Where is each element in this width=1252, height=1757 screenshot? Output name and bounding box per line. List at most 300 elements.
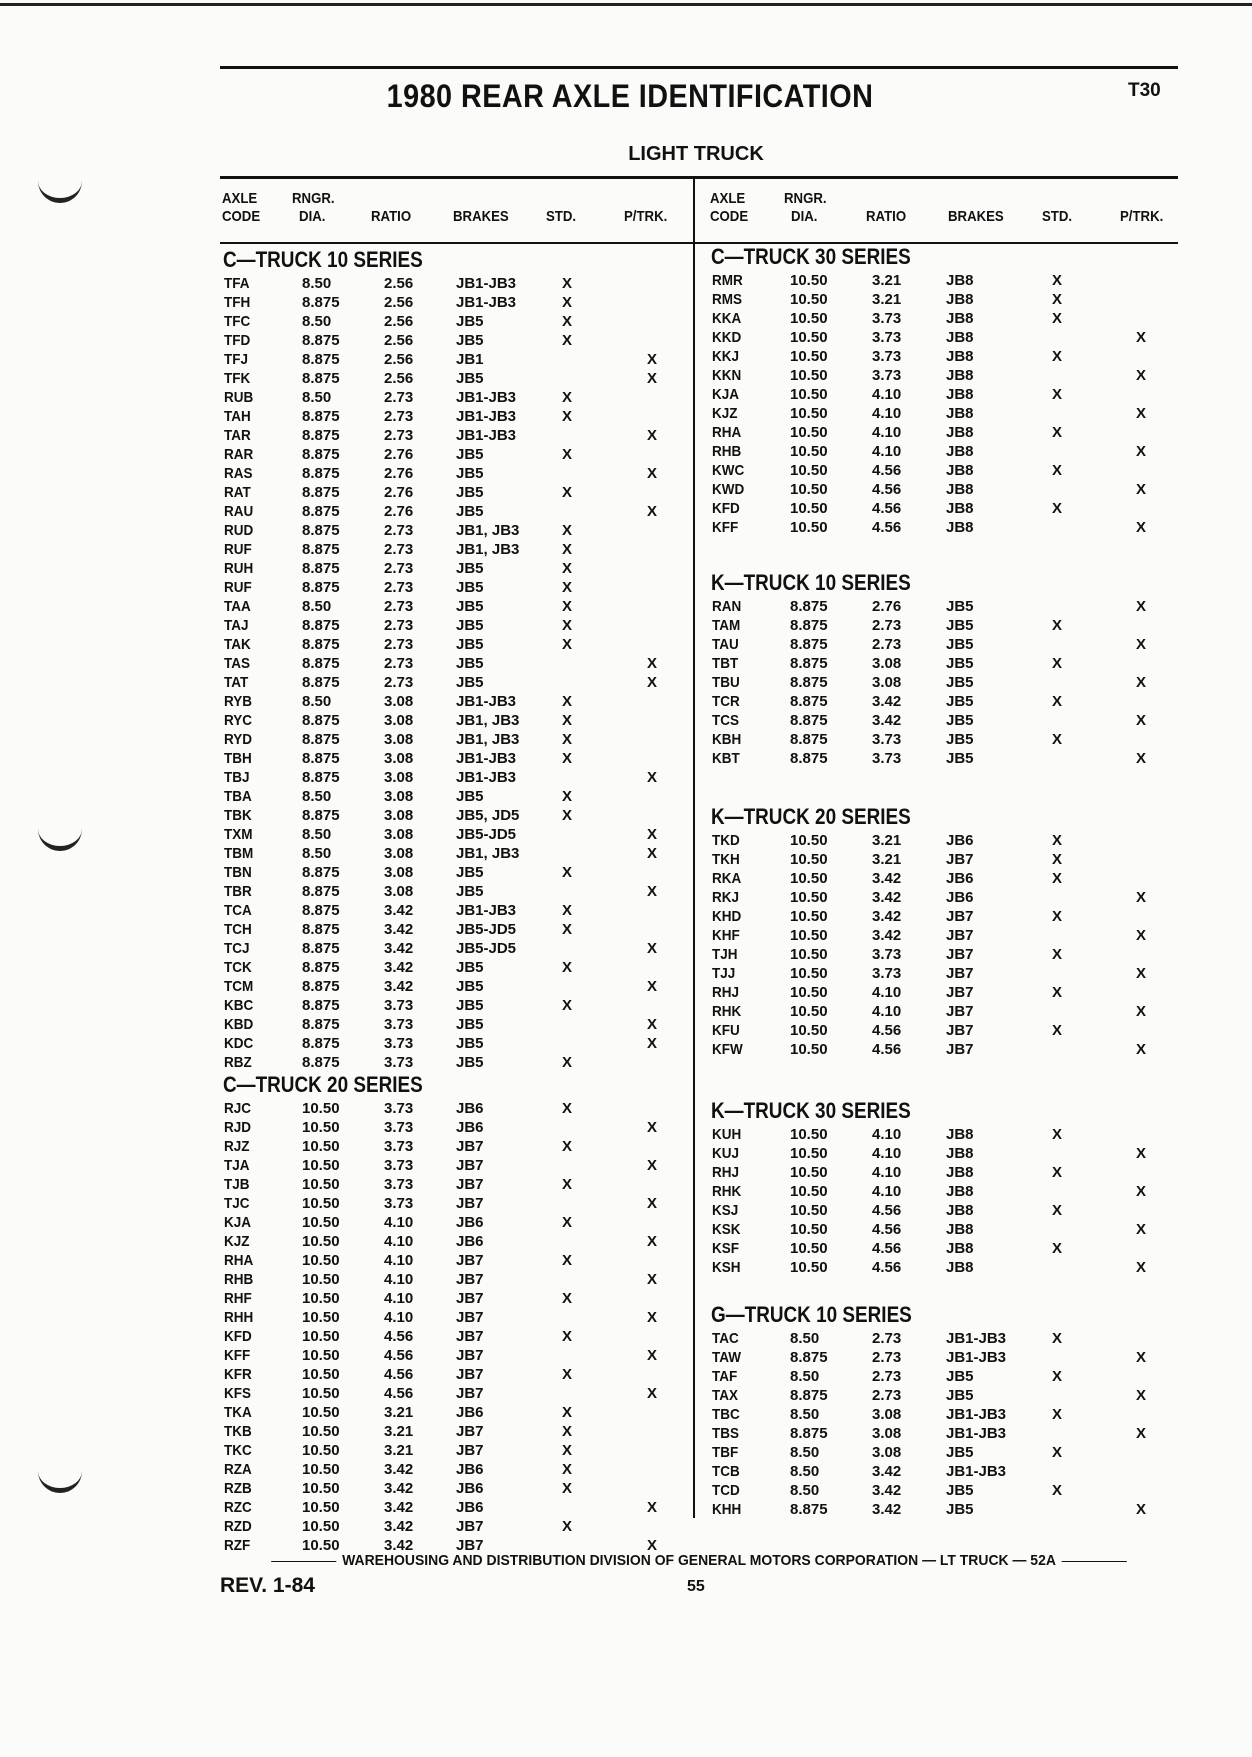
cell-ptrk: X [647,826,658,843]
cell-code: KUJ [712,1145,740,1162]
cell-ratio: 3.73 [384,1016,414,1033]
cell-brakes: JB5 [946,1368,974,1385]
cell-ratio: 3.73 [384,1157,414,1174]
cell-dia: 10.50 [790,984,828,1001]
cell-brakes: JB8 [946,443,974,460]
cell-dia: 10.50 [790,946,828,963]
cell-brakes: JB5 [946,636,974,653]
section-title: C—TRUCK 10 SERIES [223,247,423,272]
cell-dia: 8.875 [302,959,340,976]
cell-std: X [562,294,573,311]
cell-brakes: JB5-JD5 [456,826,517,843]
cell-code: RHA [712,424,742,441]
cell-brakes: JB1-JB3 [456,750,517,767]
cell-code: RUH [224,560,254,577]
cell-ratio: 4.56 [384,1347,414,1364]
cell-ratio: 4.56 [872,1259,902,1276]
cell-ptrk: X [647,351,658,368]
cell-std: X [562,731,573,748]
cell-brakes: JB5 [456,997,484,1014]
cell-dia: 8.50 [302,389,332,406]
cell-ratio: 2.73 [384,560,414,577]
cell-brakes: JB7 [456,1138,484,1155]
cell-code: RZF [224,1537,251,1554]
cell-code: KKN [712,367,742,384]
cell-dia: 10.50 [790,1183,828,1200]
cell-code: KFD [224,1328,252,1345]
cell-brakes: JB7 [456,1366,484,1383]
cell-ptrk: X [647,883,658,900]
cell-code: RAU [224,503,254,520]
cell-code: TCH [224,921,252,938]
cell-dia: 8.875 [790,617,828,634]
cell-ratio: 2.56 [384,351,414,368]
cell-ptrk: X [647,674,658,691]
cell-code: KFF [224,1347,251,1364]
header-std: STD. [546,208,577,225]
cell-ptrk: X [1136,636,1147,653]
cell-std: X [1052,1022,1063,1039]
cell-brakes: JB7 [456,1518,484,1535]
cell-dia: 8.875 [790,674,828,691]
cell-code: KJZ [712,405,738,422]
cell-ptrk: X [1136,329,1147,346]
cell-dia: 8.875 [302,1035,340,1052]
cell-code: TAM [712,617,741,634]
cell-ratio: 3.73 [872,367,902,384]
cell-ratio: 3.42 [384,1537,414,1554]
cell-dia: 10.50 [302,1233,340,1250]
cell-ptrk: X [647,1195,658,1212]
cell-dia: 8.875 [790,636,828,653]
cell-code: RYB [224,693,253,710]
cell-std: X [1052,1444,1063,1461]
cell-dia: 10.50 [790,832,828,849]
cell-code: KKA [712,310,742,327]
cell-brakes: JB5 [456,655,484,672]
cell-brakes: JB5 [456,959,484,976]
cell-dia: 8.875 [302,351,340,368]
cell-ptrk: X [1136,1003,1147,1020]
cell-ratio: 3.42 [384,978,414,995]
cell-dia: 8.875 [302,750,340,767]
cell-code: TBJ [224,769,250,786]
cell-std: X [1052,1368,1063,1385]
cell-ratio: 3.42 [384,1461,414,1478]
cell-ptrk: X [647,1157,658,1174]
cell-code: TCS [712,712,739,729]
cell-dia: 10.50 [302,1119,340,1136]
cell-ratio: 3.08 [872,1406,902,1423]
cell-ptrk: X [647,503,658,520]
cell-std: X [562,389,573,406]
cell-ratio: 4.56 [384,1366,414,1383]
cell-brakes: JB5, JD5 [456,807,520,824]
cell-dia: 8.875 [790,655,828,672]
cell-ptrk: X [1136,1425,1147,1442]
cell-dia: 8.875 [302,560,340,577]
cell-code: RUF [224,541,252,558]
cell-brakes: JB7 [946,1041,974,1058]
cell-code: RJD [224,1119,252,1136]
cell-brakes: JB6 [456,1119,484,1136]
cell-code: KSH [712,1259,741,1276]
cell-code: KBD [224,1016,254,1033]
cell-code: KFW [712,1041,743,1058]
revision-label: REV. 1-84 [220,1574,315,1597]
cell-ratio: 4.10 [872,386,902,403]
cell-brakes: JB5 [946,655,974,672]
cell-std: X [562,1404,573,1421]
cell-std: X [562,1100,573,1117]
cell-ratio: 3.73 [872,731,902,748]
cell-ratio: 2.73 [384,408,414,425]
cell-dia: 8.875 [302,484,340,501]
cell-ptrk: X [647,465,658,482]
cell-dia: 10.50 [302,1271,340,1288]
cell-brakes: JB5 [456,446,484,463]
cell-brakes: JB5 [456,484,484,501]
cell-ptrk: X [1136,367,1147,384]
cell-brakes: JB8 [946,1164,974,1181]
cell-brakes: JB5 [946,731,974,748]
cell-dia: 8.875 [302,940,340,957]
cell-dia: 8.875 [302,883,340,900]
cell-dia: 8.50 [790,1330,820,1347]
cell-brakes: JB7 [456,1537,484,1554]
cell-dia: 10.50 [302,1252,340,1269]
header-brakes: BRAKES [453,208,509,225]
cell-ratio: 3.08 [384,807,414,824]
cell-code: KFR [224,1366,252,1383]
cell-dia: 8.875 [302,921,340,938]
cell-code: KSF [712,1240,739,1257]
cell-code: TCA [224,902,252,919]
cell-code: TBT [712,655,739,672]
cell-brakes: JB5 [456,465,484,482]
cell-dia: 10.50 [302,1404,340,1421]
cell-brakes: JB5 [946,598,974,615]
header-ptrk: P/TRK. [1120,208,1164,225]
footer-rule [1061,1561,1126,1562]
cell-ratio: 3.73 [384,1176,414,1193]
cell-code: TBF [712,1444,739,1461]
cell-dia: 8.875 [790,1349,828,1366]
cell-std: X [1052,851,1063,868]
cell-std: X [562,408,573,425]
cell-ratio: 4.56 [872,1022,902,1039]
cell-std: X [562,275,573,292]
cell-std: X [1052,386,1063,403]
cell-dia: 10.50 [790,405,828,422]
cell-std: X [1052,870,1063,887]
cell-std: X [562,579,573,596]
page-id: T30 [1128,80,1161,101]
cell-code: TBS [712,1425,739,1442]
cell-dia: 10.50 [790,500,828,517]
cell-ptrk: X [1136,674,1147,691]
cell-dia: 8.50 [302,598,332,615]
cell-brakes: JB1-JB3 [456,427,517,444]
cell-brakes: JB5 [456,636,484,653]
cell-brakes: JB7 [456,1195,484,1212]
cell-std: X [562,1480,573,1497]
cell-ratio: 3.42 [384,1518,414,1535]
cell-std: X [562,1442,573,1459]
cell-code: KDC [224,1035,254,1052]
cell-ptrk: X [1136,519,1147,536]
cell-code: KBH [712,731,742,748]
cell-ratio: 3.73 [872,329,902,346]
cell-ptrk: X [1136,481,1147,498]
cell-dia: 10.50 [790,291,828,308]
cell-brakes: JB1-JB3 [946,1349,1007,1366]
cell-dia: 10.50 [302,1195,340,1212]
page-top-edge [0,3,1252,6]
cell-brakes: JB5 [946,1501,974,1518]
cell-brakes: JB1 [456,351,484,368]
cell-code: RZC [224,1499,252,1516]
cell-ratio: 4.10 [872,1183,902,1200]
cell-ptrk: X [1136,443,1147,460]
cell-std: X [562,1461,573,1478]
cell-brakes: JB7 [946,1003,974,1020]
cell-brakes: JB1-JB3 [946,1463,1007,1480]
cell-code: TKH [712,851,740,868]
cell-brakes: JB1, JB3 [456,731,520,748]
cell-ratio: 3.08 [384,693,414,710]
cell-ratio: 2.73 [872,1349,902,1366]
cell-ptrk: X [647,1233,658,1250]
cell-std: X [1052,1482,1063,1499]
cell-brakes: JB8 [946,519,974,536]
cell-std: X [562,446,573,463]
cell-brakes: JB6 [456,1233,484,1250]
cell-ratio: 4.56 [872,1041,902,1058]
cell-ratio: 3.42 [872,1501,902,1518]
cell-dia: 10.50 [790,386,828,403]
cell-ratio: 2.73 [384,427,414,444]
cell-std: X [1052,908,1063,925]
cell-ratio: 4.56 [872,500,902,517]
cell-dia: 8.50 [302,826,332,843]
cell-ratio: 2.56 [384,294,414,311]
header-rngr-dia: RNGR. DIA. [784,190,827,225]
cell-code: RUB [224,389,254,406]
cell-ratio: 3.08 [872,1425,902,1442]
cell-code: KFU [712,1022,740,1039]
cell-ptrk: X [1136,965,1147,982]
cell-dia: 10.50 [302,1100,340,1117]
cell-dia: 10.50 [302,1176,340,1193]
cell-dia: 10.50 [790,1003,828,1020]
cell-ptrk: X [647,1309,658,1326]
cell-ptrk: X [1136,1183,1147,1200]
cell-ratio: 3.73 [872,348,902,365]
cell-ratio: 3.08 [384,864,414,881]
cell-ratio: 3.73 [384,1138,414,1155]
section-title: G—TRUCK 10 SERIES [711,1302,912,1327]
cell-brakes: JB8 [946,1221,974,1238]
cell-dia: 10.50 [302,1442,340,1459]
cell-dia: 10.50 [302,1309,340,1326]
cell-ptrk: X [647,978,658,995]
cell-ratio: 4.10 [872,1145,902,1162]
cell-dia: 8.875 [302,807,340,824]
cell-std: X [1052,655,1063,672]
cell-ratio: 3.42 [384,959,414,976]
cell-dia: 8.875 [302,864,340,881]
cell-ratio: 2.73 [384,636,414,653]
cell-code: KFS [224,1385,251,1402]
cell-dia: 8.875 [302,674,340,691]
cell-ratio: 2.73 [384,522,414,539]
cell-code: RHK [712,1183,742,1200]
cell-ptrk: X [647,1271,658,1288]
cell-code: TAA [224,598,251,615]
cell-dia: 10.50 [302,1480,340,1497]
header-rngr-dia: RNGR. DIA. [292,190,335,225]
cell-brakes: JB6 [456,1461,484,1478]
cell-code: TBU [712,674,740,691]
cell-dia: 8.875 [302,541,340,558]
cell-ratio: 3.08 [384,750,414,767]
cell-brakes: JB1-JB3 [456,275,517,292]
cell-code: RYD [224,731,253,748]
cell-code: KBC [224,997,254,1014]
cell-brakes: JB5 [946,1444,974,1461]
cell-std: X [562,313,573,330]
cell-dia: 10.50 [790,481,828,498]
cell-code: RZD [224,1518,252,1535]
cell-ptrk: X [1136,1221,1147,1238]
cell-ratio: 2.56 [384,313,414,330]
binder-hole-mark [38,824,82,851]
cell-ratio: 3.21 [384,1423,414,1440]
cell-ratio: 2.76 [384,446,414,463]
cell-ratio: 3.42 [872,1463,902,1480]
cell-ratio: 3.73 [384,997,414,1014]
cell-ptrk: X [1136,1041,1147,1058]
cell-code: TJB [224,1176,250,1193]
cell-ptrk: X [647,1347,658,1364]
cell-brakes: JB8 [946,310,974,327]
cell-brakes: JB5 [456,1054,484,1071]
cell-std: X [1052,462,1063,479]
cell-brakes: JB6 [946,870,974,887]
cell-ptrk: X [647,1499,658,1516]
cell-std: X [1052,1240,1063,1257]
cell-dia: 8.875 [302,1054,340,1071]
cell-code: TAC [712,1330,739,1347]
cell-code: TAF [712,1368,738,1385]
cell-ptrk: X [1136,1259,1147,1276]
cell-brakes: JB7 [456,1309,484,1326]
cell-brakes: JB8 [946,462,974,479]
cell-ratio: 3.08 [384,883,414,900]
cell-ratio: 4.10 [872,424,902,441]
cell-std: X [562,617,573,634]
cell-dia: 8.875 [302,636,340,653]
cell-std: X [562,750,573,767]
header-std: STD. [1042,208,1073,225]
footer-division-line: WAREHOUSING AND DISTRIBUTION DIVISION OF GENERAL MOTORS CORPORATION — LT TRUCK — 52A [254,1552,1145,1569]
cell-code: TBC [712,1406,740,1423]
cell-code: RAR [224,446,254,463]
cell-code: RAN [712,598,742,615]
cell-code: TAW [712,1349,741,1366]
cell-ratio: 2.76 [872,598,902,615]
title-rule [220,66,1178,69]
cell-code: RMR [712,272,743,289]
cell-code: TCM [224,978,254,995]
cell-ratio: 3.73 [872,965,902,982]
cell-ratio: 3.42 [872,693,902,710]
cell-code: KFF [712,519,739,536]
cell-code: TBK [224,807,252,824]
cell-ratio: 3.21 [872,851,902,868]
cell-dia: 10.50 [790,462,828,479]
cell-dia: 8.875 [790,598,828,615]
section-title: C—TRUCK 20 SERIES [223,1072,423,1097]
cell-dia: 8.875 [302,370,340,387]
cell-dia: 8.50 [790,1406,820,1423]
cell-dia: 10.50 [302,1214,340,1231]
binder-hole-mark [38,176,82,203]
cell-code: RHJ [712,1164,740,1181]
cell-code: TFJ [224,351,249,368]
cell-ratio: 4.56 [872,1240,902,1257]
cell-dia: 10.50 [790,889,828,906]
cell-code: TFD [224,332,251,349]
cell-dia: 8.50 [790,1444,820,1461]
cell-brakes: JB8 [946,386,974,403]
cell-std: X [1052,693,1063,710]
cell-brakes: JB8 [946,500,974,517]
cell-brakes: JB7 [456,1176,484,1193]
cell-code: RHK [712,1003,742,1020]
cell-brakes: JB8 [946,1126,974,1143]
cell-ratio: 2.73 [384,655,414,672]
cell-code: TFH [224,294,251,311]
cell-dia: 10.50 [790,1164,828,1181]
cell-ratio: 3.42 [872,927,902,944]
cell-code: RMS [712,291,743,308]
cell-brakes: JB8 [946,1183,974,1200]
cell-ptrk: X [647,845,658,862]
cell-ratio: 4.56 [872,519,902,536]
cell-std: X [562,1252,573,1269]
cell-dia: 8.875 [302,522,340,539]
cell-dia: 8.875 [302,294,340,311]
cell-dia: 8.50 [302,693,332,710]
cell-ratio: 3.08 [384,788,414,805]
cell-brakes: JB1-JB3 [456,389,517,406]
cell-brakes: JB7 [456,1271,484,1288]
cell-code: KUH [712,1126,742,1143]
cell-ratio: 4.10 [872,1003,902,1020]
cell-dia: 10.50 [790,1145,828,1162]
cell-brakes: JB5 [456,598,484,615]
cell-code: TCJ [224,940,250,957]
cell-ratio: 3.42 [384,940,414,957]
cell-code: TKA [224,1404,252,1421]
cell-code: RJC [224,1100,252,1117]
cell-brakes: JB7 [946,1022,974,1039]
cell-ptrk: X [647,1016,658,1033]
cell-code: TKC [224,1442,252,1459]
cell-code: RHJ [712,984,740,1001]
